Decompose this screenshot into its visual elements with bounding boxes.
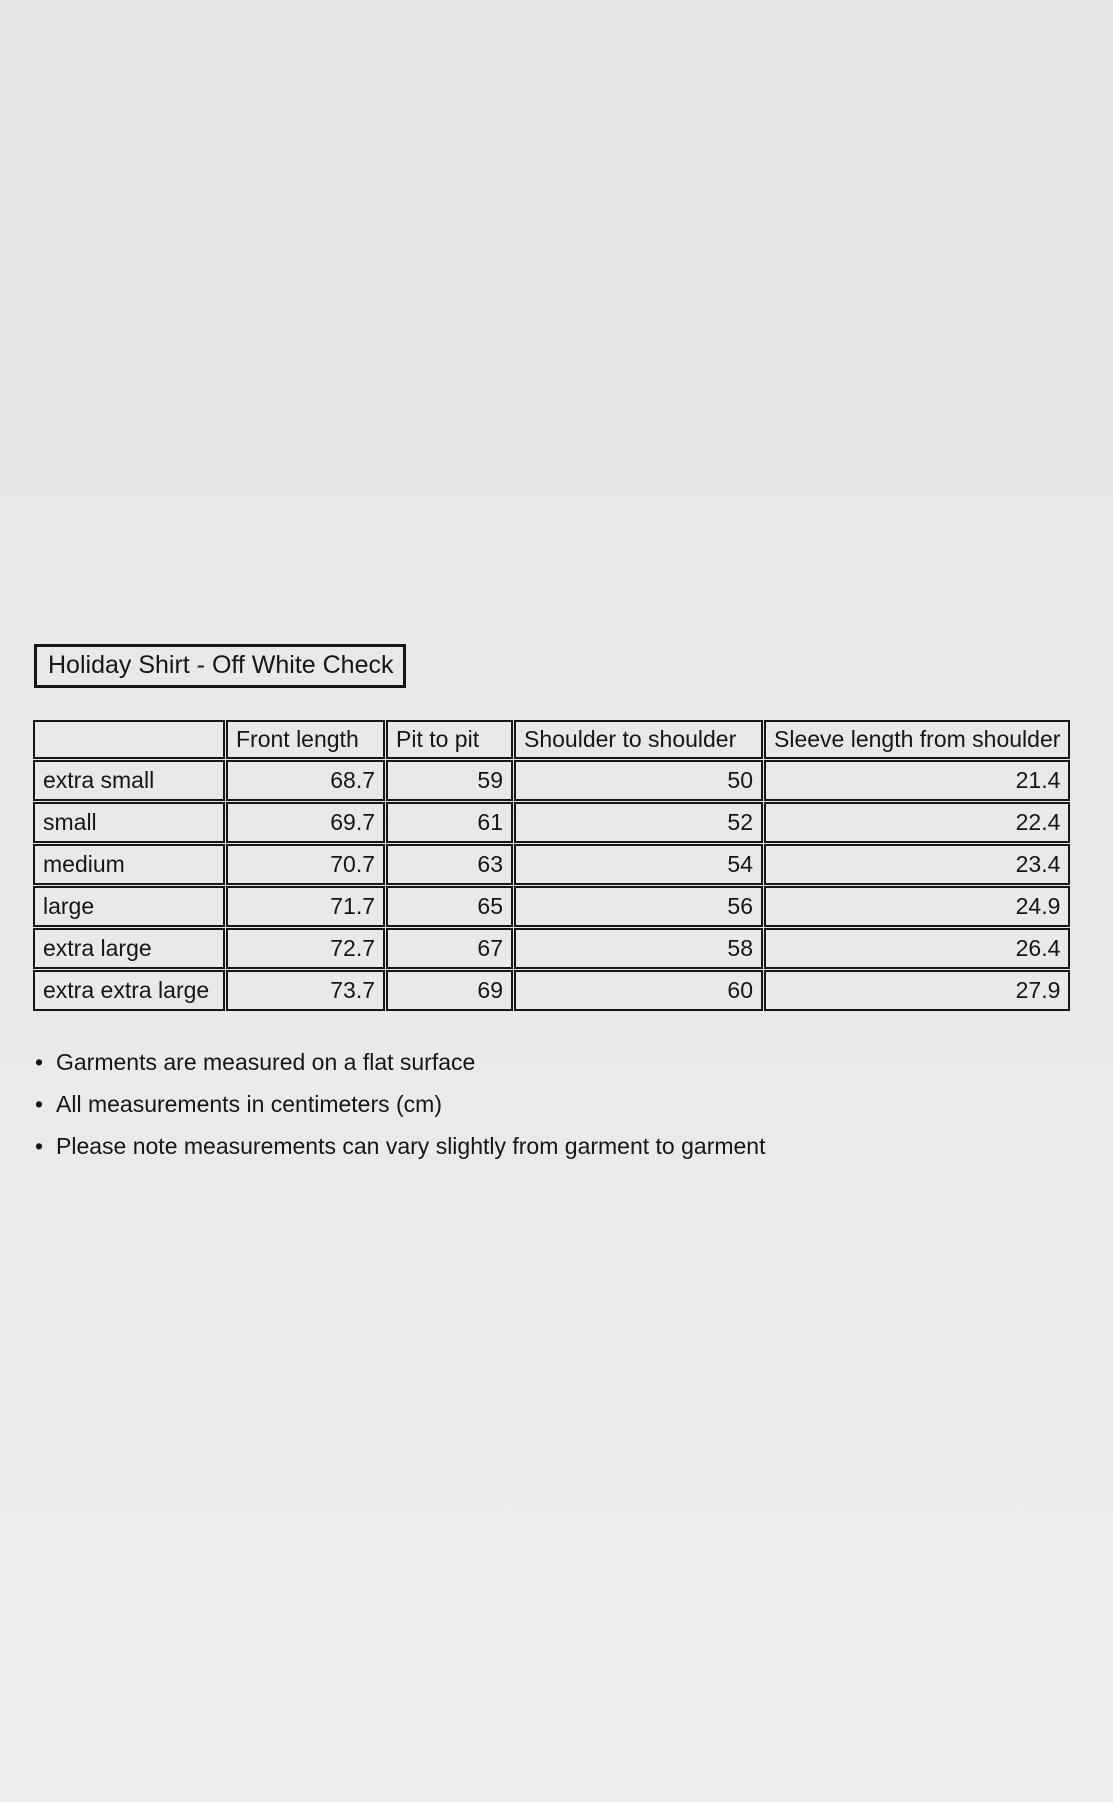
pit-to-pit-cell: 63 (386, 844, 513, 885)
shoulder-to-shoulder-cell: 56 (514, 886, 763, 927)
shoulder-to-shoulder-cell: 50 (514, 760, 763, 801)
sleeve-length-cell: 21.4 (764, 760, 1070, 801)
column-header-shoulder-to-shoulder: Shoulder to shoulder (514, 720, 763, 759)
table-row-extra-small (33, 760, 1070, 801)
size-cell: extra extra large (33, 970, 225, 1011)
sleeve-length-cell: 27.9 (764, 970, 1070, 1011)
header-row (33, 720, 1070, 759)
table-row-extra-large (33, 928, 1070, 969)
sleeve-length-cell: 24.9 (764, 886, 1070, 927)
measurement-notes (35, 1049, 766, 1175)
size-cell: extra large (33, 928, 225, 969)
note-item: • All measurements in centimeters (cm) (35, 1091, 766, 1117)
size-cell: large (33, 886, 225, 927)
size-cell: medium (33, 844, 225, 885)
table-row-large (33, 886, 1070, 927)
note-item: • Please note measurements can vary slightly from garment to garment (35, 1133, 766, 1159)
pit-to-pit-cell: 59 (386, 760, 513, 801)
size-chart-body (33, 760, 1070, 1011)
table-row-extra-extra-large (33, 970, 1070, 1011)
note-item: • Garments are measured on a flat surface (35, 1049, 766, 1075)
pit-to-pit-cell: 65 (386, 886, 513, 927)
size-cell: small (33, 802, 225, 843)
table-row-medium (33, 844, 1070, 885)
size-chart-header (33, 720, 1070, 759)
shoulder-to-shoulder-cell: 52 (514, 802, 763, 843)
shoulder-to-shoulder-cell: 54 (514, 844, 763, 885)
front-length-cell: 73.7 (226, 970, 385, 1011)
table-row-small (33, 802, 1070, 843)
sleeve-length-cell: 26.4 (764, 928, 1070, 969)
pit-to-pit-cell: 69 (386, 970, 513, 1011)
front-length-cell: 72.7 (226, 928, 385, 969)
pit-to-pit-cell: 61 (386, 802, 513, 843)
column-header-sleeve-length: Sleeve length from shoulder (764, 720, 1070, 759)
product-title: Holiday Shirt - Off White Check (34, 644, 406, 688)
column-header-size (33, 720, 225, 759)
size-chart-table (32, 719, 1071, 1012)
front-length-cell: 71.7 (226, 886, 385, 927)
sleeve-length-cell: 23.4 (764, 844, 1070, 885)
column-header-front-length: Front length (226, 720, 385, 759)
sleeve-length-cell: 22.4 (764, 802, 1070, 843)
front-length-cell: 69.7 (226, 802, 385, 843)
shoulder-to-shoulder-cell: 60 (514, 970, 763, 1011)
shoulder-to-shoulder-cell: 58 (514, 928, 763, 969)
pit-to-pit-cell: 67 (386, 928, 513, 969)
front-length-cell: 68.7 (226, 760, 385, 801)
column-header-pit-to-pit: Pit to pit (386, 720, 513, 759)
front-length-cell: 70.7 (226, 844, 385, 885)
size-cell: extra small (33, 760, 225, 801)
